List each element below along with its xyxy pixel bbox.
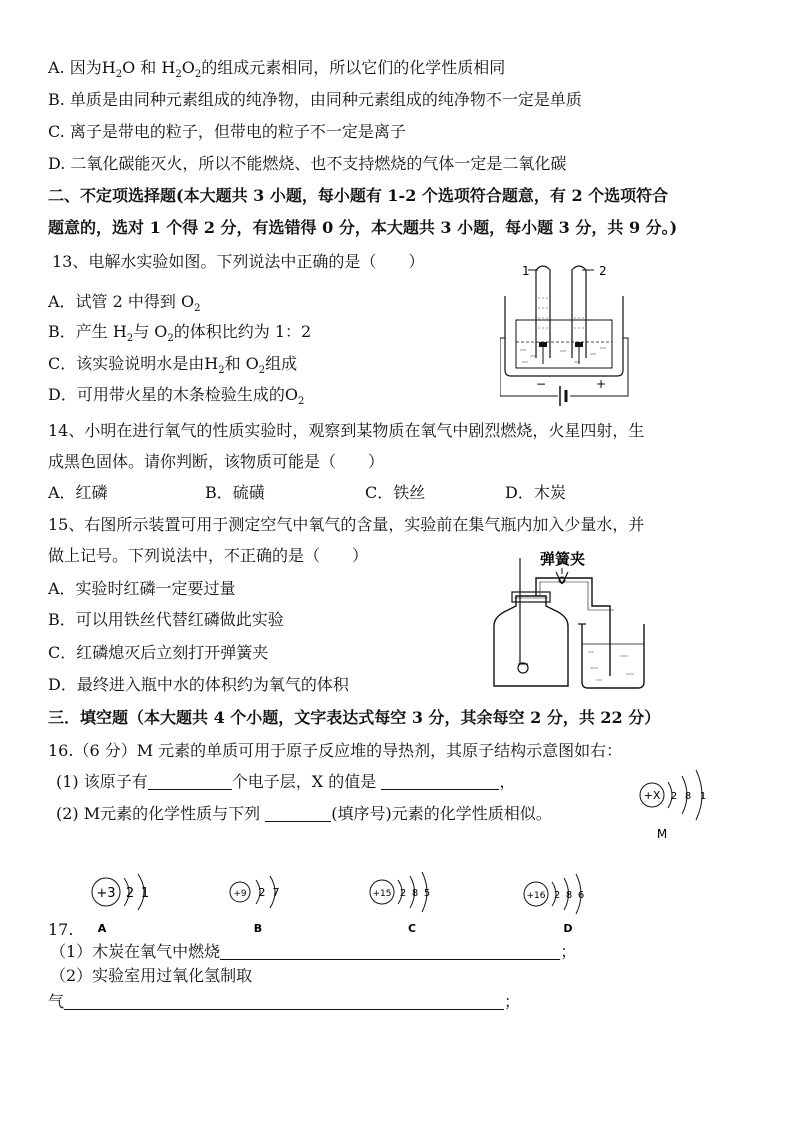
a-shell-2: 1 xyxy=(140,886,150,901)
positive-label: + xyxy=(596,377,607,391)
tube1-label: 1 xyxy=(522,264,530,278)
section2-heading-line1: 二、不定项选择题(本大题共 3 小题，每小题有 1-2 个选项符合题意，有 2 个选项符合 xyxy=(48,186,669,205)
a-shell-1: 2 xyxy=(125,886,135,901)
atom-diagram-m xyxy=(632,766,732,844)
q13-option-d: D．可用带火星的木条检验生成的$O_2$ xyxy=(48,385,305,408)
answer-blank-similar[interactable] xyxy=(265,803,331,822)
m-nucleus: +X xyxy=(643,789,661,802)
atom-diagram-b xyxy=(226,872,316,934)
q15-option-d: D．最终进入瓶中水的体积约为氧气的体积 xyxy=(48,675,349,694)
m-shell-3: 1 xyxy=(699,791,707,802)
c-shell-1: 2 xyxy=(399,888,407,899)
answer-blank-x[interactable] xyxy=(381,771,499,790)
q13-stem: 13、电解水实验如图。下列说法中正确的是（ ） xyxy=(52,252,425,271)
q14-stem-line1: 14、小明在进行氧气的性质实验时，观察到某物质在氧气中剧烈燃烧，火星四射，生 xyxy=(48,421,645,440)
q13-option-a: A．试管 2 中得到 $O_2$ xyxy=(48,292,201,315)
m-shell-2: 8 xyxy=(684,791,692,802)
d-nucleus: +16 xyxy=(526,891,546,901)
q14-option-d: D．木炭 xyxy=(505,483,566,502)
answer-blank-layers[interactable] xyxy=(148,771,232,790)
d-shell-3: 6 xyxy=(577,890,585,901)
tube2-label: 2 xyxy=(599,264,607,278)
q15-stem-line1: 15、右图所示装置可用于测定空气中氧气的含量，实验前在集气瓶内加入少量水，并 xyxy=(48,515,645,534)
q13-option-b: B．产生 $H_2$与 $O_2$的体积比约为 1：2 xyxy=(48,322,312,345)
c-nucleus: +15 xyxy=(372,889,392,899)
q17-part1: （1）木炭在氧气中燃烧 ； xyxy=(50,942,577,961)
answer-blank-q17-2[interactable] xyxy=(64,991,504,1010)
q16-part2: (2) M元素的化学性质与下列 (填序号)元素的化学性质相似。 xyxy=(56,804,552,823)
q15-option-c: C．红磷熄灭后立刻打开弹簧夹 xyxy=(48,643,269,662)
negative-label: − xyxy=(536,377,547,391)
q14-stem-line2: 成黑色固体。请你判断，该物质可能是（ ） xyxy=(48,452,385,471)
oxygen-apparatus-figure xyxy=(490,548,650,694)
a-label: A xyxy=(97,922,107,934)
option-a-prev: A. 因为$H_2O$ 和 $H_2O_2$的组成元素相同，所以它们的化学性质相同 xyxy=(48,58,506,81)
section3-heading: 三．填空题（本大题共 4 个小题，文字表达式每空 3 分，其余每空 2 分，共 22 分） xyxy=(48,708,661,727)
atom-diagram-c xyxy=(366,872,466,934)
q16-part1: (1) 该原子有 个电子层，X 的值是 ， xyxy=(56,772,516,791)
option-b-prev: B. 单质是由同种元素组成的纯净物，由同种元素组成的纯净物不一定是单质 xyxy=(48,90,582,109)
q17-part2-cont: 气 ； xyxy=(48,992,521,1011)
q15-stem-line2: 做上记号。下列说法中，不正确的是（ ） xyxy=(48,546,369,565)
q15-option-a: A．实验时红磷一定要过量 xyxy=(48,579,236,598)
q14-option-c: C．铁丝 xyxy=(365,483,426,502)
q14-option-b: B．硫磺 xyxy=(205,483,265,502)
q13-option-c: C．该实验说明水是由$H_2$和 $O_2$组成 xyxy=(48,354,298,377)
c-shell-2: 8 xyxy=(411,888,419,899)
option-c-prev: C. 离子是带电的粒子，但带电的粒子不一定是离子 xyxy=(48,122,406,141)
d-shell-1: 2 xyxy=(553,890,561,901)
b-nucleus: +9 xyxy=(233,889,247,899)
atom-diagram-a xyxy=(88,872,178,934)
c-shell-3: 5 xyxy=(423,888,431,899)
m-label: M xyxy=(656,827,668,841)
a-nucleus: +3 xyxy=(96,886,116,901)
b-shell-2: 7 xyxy=(272,886,280,899)
b-shell-1: 2 xyxy=(258,886,266,899)
c-label: C xyxy=(407,922,417,934)
q16-stem: 16.（6 分）M 元素的单质可用于原子反应堆的导热剂，其原子结构示意图如右： xyxy=(48,741,623,760)
d-label: D xyxy=(563,922,573,934)
section2-heading-line2: 题意的，选对 1 个得 2 分，有选错得 0 分，本大题共 3 小题，每小题 3 分，共 9 分。) xyxy=(48,218,678,237)
option-d-prev: D. 二氧化碳能灭火，所以不能燃烧、也不支持燃烧的气体一定是二氧化碳 xyxy=(48,154,567,173)
clamp-label: 弹簧夹 xyxy=(540,550,586,568)
atom-diagram-d xyxy=(520,872,620,934)
m-shell-1: 2 xyxy=(670,791,678,802)
q15-option-b: B．可以用铁丝代替红磷做此实验 xyxy=(48,610,284,629)
d-shell-2: 8 xyxy=(565,890,573,901)
q17-number: 17. xyxy=(48,920,74,939)
q17-part2: （2）实验室用过氧化氢制取 xyxy=(50,966,253,985)
q14-option-a: A．红磷 xyxy=(48,483,108,502)
answer-blank-q17-1[interactable] xyxy=(220,941,560,960)
electrolysis-figure xyxy=(500,258,630,410)
b-label: B xyxy=(253,922,263,934)
